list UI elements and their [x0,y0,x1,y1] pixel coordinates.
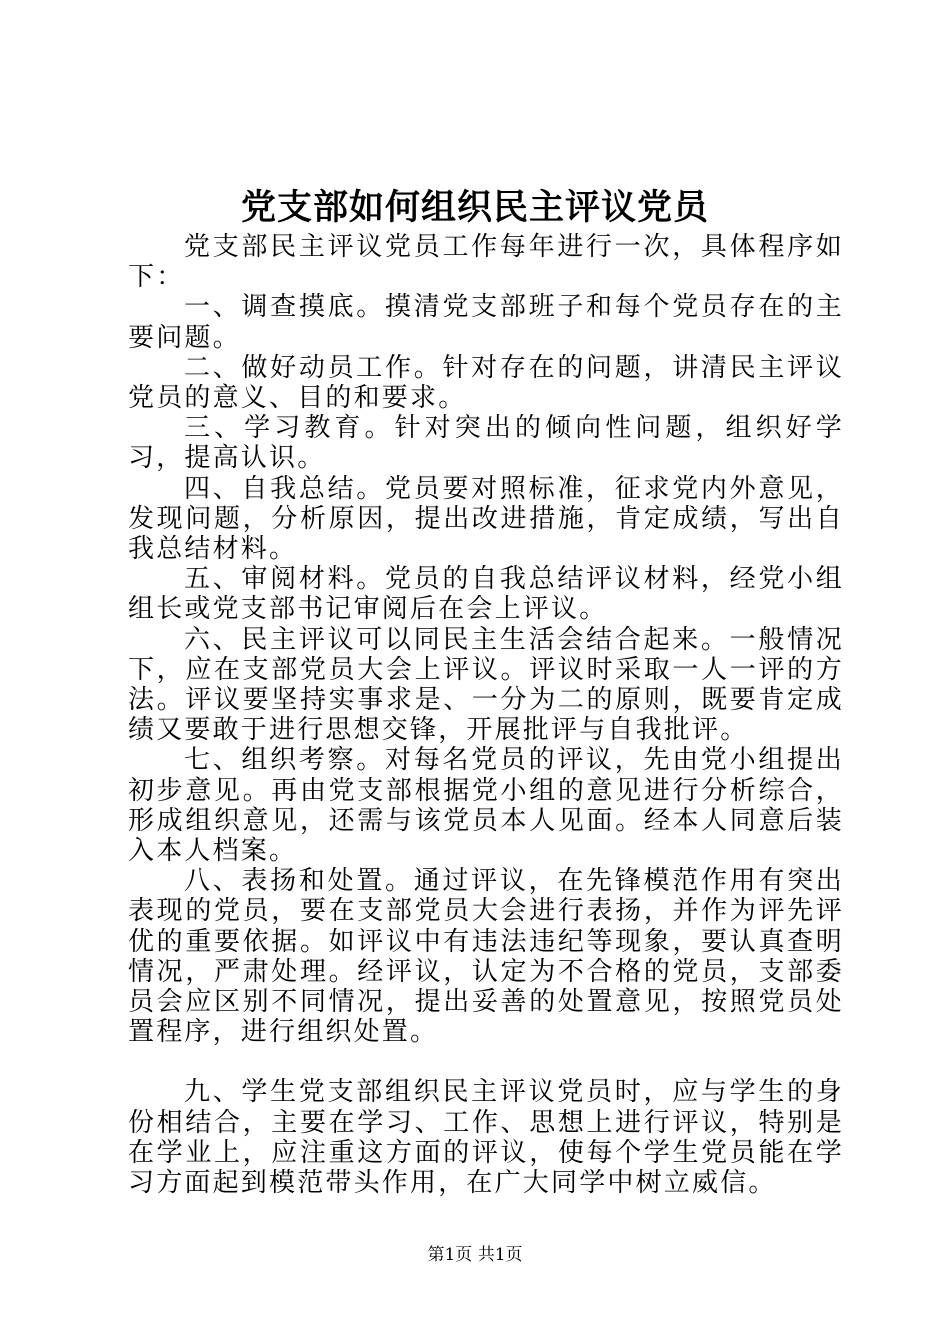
paragraph-intro: 党支部民主评议党员工作每年进行一次，具体程序如下： [128,232,844,293]
paragraph-step-9: 九、学生党支部组织民主评议党员时，应与学生的身份相结合，主要在学习、工作、思想上进行评议，特别是在学业上，应注重这方面的评议，使每个学生党员能在学习方面起到模范带头作用，在广大同学中树立威信。 [128,1077,844,1199]
paragraph-step-7: 七、组织考察。对每名党员的评议，先由党小组提出初步意见。再由党支部根据党小组的意见进行分析综合，形成组织意见，还需与该党员本人见面。经本人同意后装入本人档案。 [128,745,844,867]
paragraph-step-6: 六、民主评议可以同民主生活会结合起来。一般情况下，应在支部党员大会上评议。评议时采取一人一评的方法。评议要坚持实事求是、一分为二的原则，既要肯定成绩又要敢于进行思想交锋，开展批评与自我批评。 [128,624,844,746]
paragraph-step-5: 五、审阅材料。党员的自我总结评议材料，经党小组组长或党支部书记审阅后在会上评议。 [128,564,844,625]
document-title: 党支部如何组织民主评议党员 [240,187,709,228]
paragraph-step-4: 四、自我总结。党员要对照标准，征求党内外意见，发现问题，分析原因，提出改进措施，肯定成绩，写出自我总结材料。 [128,473,844,565]
paragraph-step-8: 八、表扬和处置。通过评议，在先锋模范作用有突出表现的党员，要在支部党员大会进行表扬，并作为评先评优的重要依据。如评议中有违法违纪等现象，要认真查明情况，严肃处理。经评议，认定为不合格的党员，支部委员会应区别不同情况，提出妥善的处置意见，按照党员处置程序，进行组织处置。 [128,866,844,1048]
paragraph-step-3: 三、学习教育。针对突出的倾向性问题，组织好学习，提高认识。 [128,413,844,474]
paragraph-step-2: 二、做好动员工作。针对存在的问题，讲清民主评议党员的意义、目的和要求。 [128,352,844,414]
document-body [128,232,844,1198]
paragraph-step-1: 一、调查摸底。摸清党支部班子和每个党员存在的主要问题。 [128,292,844,353]
page-footer: 第1页 共1页 [427,1245,523,1265]
